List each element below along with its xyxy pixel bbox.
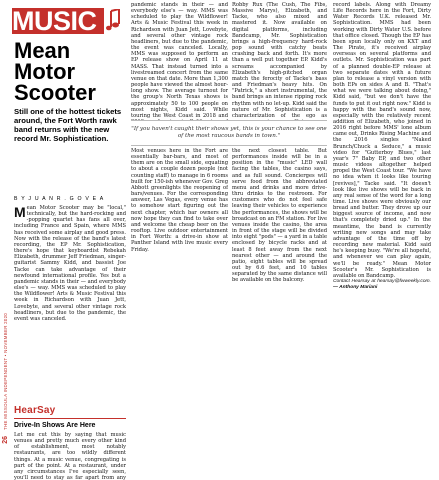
contact-line [333, 279, 431, 291]
hearsay-rule [14, 418, 126, 419]
story-column-1 [14, 205, 126, 402]
drop-cap: M [14, 205, 26, 220]
hearsay-section [14, 405, 126, 480]
hearsay-column-2: Most venues here in the Fort are essentially bar-bars, and most of them are on the small side, equating to about a couple dozen people (not counting staff) to manage in 6 rooms built for 150-ish whenever Gov. Greg Abbott greenlights the reopening of bars/venues. For the corresponding answer, Las Vegas, every venue has to somehow start figuring out the next chapter, which bar owners all now hope they can find to take over and welcome the cheap beer on the rooftop. Live outdoor entertainment in Fort Worth: a drive-in show at Panther Island with live music every Friday. [131, 148, 228, 253]
section-header: MUSIC [12, 6, 97, 36]
pull-quote: "If you haven't caught their shows yet, this is your chance to see one of the most raucous bands in town." [131, 120, 327, 146]
story-headline: Mean Motor Scooter [14, 38, 96, 105]
story-column-4-text: record labels. Along with Dreamy Life Records here in the Fort, Dirty Water Records U.K. released Mr. Sophistication. MMS had been working with Dirty Water U.S. before that office closed. Though the EP has been spun locally only on KXT and The Pirate, it's received airplay overseas on several platforms and outlets. Mr. Sophistication was part of a planned double-EP release at two separate dates with a future plan to release a vinyl version with both EPs on sides A and B. "That's what we were talking about doing," Kidd said, "but we don't have the funds to put it out right now." Kidd is happy with the band's sound now, especially with the relatively recent addition of Elizabeth, who joined in 2016 right before MMS' lone album came out, Drinks Rising Machine and the 2016 singles "Naked Brunch/Chuck a Seduce," a music video for "Gutterboy Blues," last year's 7" Baby EP, and two other music videos altogether helped propel the West Coast tour. "We have no idea when it looks like touring [revives]," Tacke said. "It doesn't look like live shows will be back in any real sense of the word for a long time. Live shows were obviously our bread and butter. They drove up our biggest source of income, and now that's completely dried up." In the meantime, the band is currently writing new songs and may take advantage of the time off by recording new material. Kidd said he's keeping busy. "We're all hopeful, and whenever we can play again, we'll be ready." Mean Motor Scooter's Mr. Sophistication is available on Bandcamp. [333, 2, 431, 279]
byline: B Y J U A N R . G O V E A [14, 196, 105, 202]
story-dek: Still one of the hottest tickets around, the Fort Worth rawk band returns with the new record Mr. Sophistication. [14, 107, 122, 144]
spine-text: THE MISSOULA INDEPENDENT • NOVEMBER 2020 [3, 312, 8, 430]
story-column-2: pandemic stands in their — and everybody else's — way. MMS was scheduled to play the Wildflower! Arts & Music Festival this week in Richardson with Juan Jett, Lovebyte, and several other vintage rock headliners, but due to the pandemic, the event was canceled. Locally, MMS was supposed to perform an EP release show on April 11 at MASS. That instead turned into a livestreamed concert from the same venue on that date. More than 1,300 people have viewed the almost hour-long show. The average turnout for the group's North Texas shows is approximately 50 to 100 people on most nights, Kidd said. While touring the West Coast in 2018 and [131, 2, 228, 119]
hearsay-body: Let me cut this by saying that music venues and pretty much every other kind of establishment, most notably restaurants, are too wildly different things. At a music venue, congregating is part of the point. At a restaurant, under any circumstances I've especially seen, you'll need to stay as far apart from any [14, 432, 126, 480]
hearsay-title: HearSay [14, 405, 56, 416]
hearsay-column-3: the next closest table. But performances inside will be in a position in the "music" LED wall facing the tables, the casino says, and as full sound. Concierges will serve food from the abbreviated menu and drinks and more drive-thru drinks to the restroom. For customers who do not feel safe leaving their vehicles to experience the performances, the shows will be broadcast on an FM station. For live venues inside the casino, the area in front of the stage will be divided into eight "pods" — a yard in a table enclosed by bicycle racks and at least 8 feet away from the next nearest other — and around the patio, eight tables will be spread out by 6.6 feet, and 10 tables separated by the same distance will be available on the balcony. [232, 148, 327, 284]
story-column-1-text: ean Motor Scooter may be "local," technically, but the hard-rocking and -popping quartet has fans all over, including France and Spain, where MMS has received some airplay and good press. Now with the release of the band's latest recording, the EP Mr. Sophistication, there's hope that keyboardist Rebekah Elizabeth, drummer Jeff Friedman, singer-guitarist Sammy Kidd, and bassist Joe Tacke can take advantage of their newfound international profile. Yes but a pandemic stands in their — and everybody else's — way. MMS was scheduled to play the Wildflower! Arts & Music Festival this week in Richardson with Juan Jett, Lovebyte, and several other vintage rock headliners, but due to the pandemic, the event was canceled. [14, 205, 126, 322]
story-column-3: Robby Rux (The Cush, The Fibs, Massive Marys), Elizabeth, and Tacke, who also mixed and mastered it. Now available on digital platforms, including Bandcamp, Mr. Sophistication brings a high-frequency hard-rock pop sound with catchy beats crashing back and forth. It's more than a well put together EP. Kidd's screams accompanied by Elizabeth's high-pitched organ match the ferocity of Tacke's bass and Friedman's heavy hits. On "Patrick," a short instrumental, the band brings an intense ripping rock rhythm with no let-up. Kidd said the nature of Mr. Sophistication is a characterization of the ego as [232, 2, 327, 119]
hearsay-subhead: Drive-In Shows Are Here [14, 422, 96, 429]
story-column-4 [333, 2, 431, 480]
music-note-icon [106, 9, 120, 31]
page-number: 26 [2, 436, 9, 444]
contact-label: Contact Hearsay at hearsay@fwweekly.com. [333, 279, 431, 285]
signoff: — Anthony Mariani [333, 285, 378, 291]
